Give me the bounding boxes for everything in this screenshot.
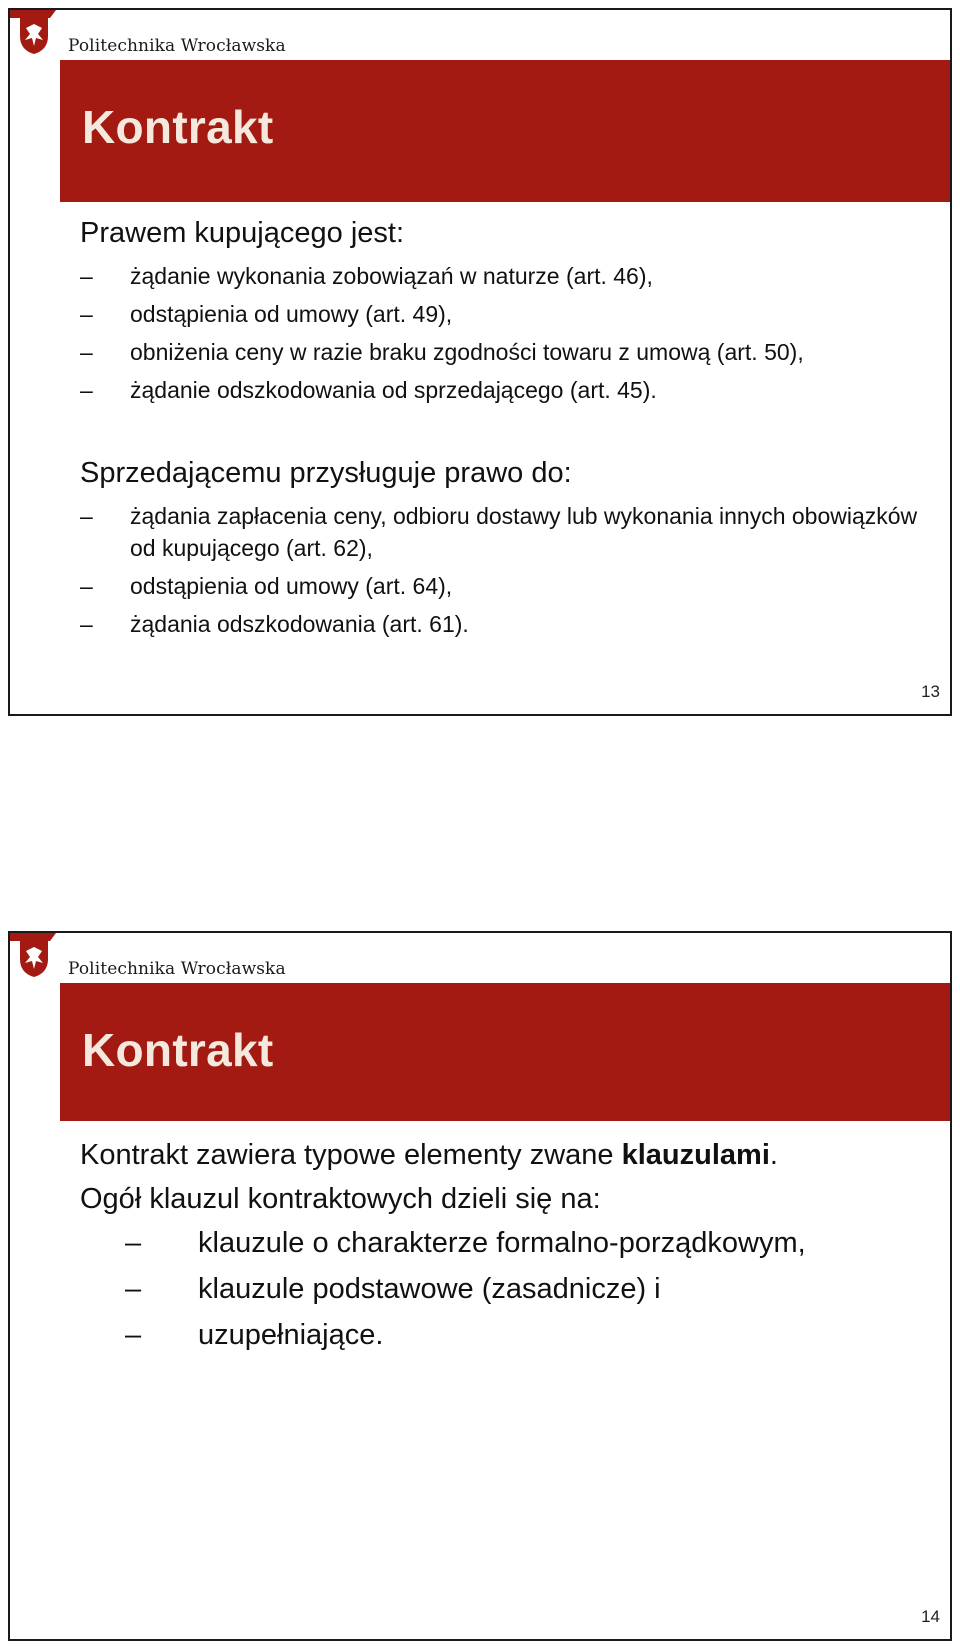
list-item — [80, 608, 932, 640]
slide-header — [10, 10, 950, 60]
list-item-text: odstąpienia od umowy (art. 49), — [130, 301, 453, 327]
dash-marker: – — [125, 1319, 142, 1351]
list-item — [80, 260, 932, 292]
dash-marker: – — [125, 1273, 142, 1305]
dash-marker: – — [80, 503, 93, 529]
section-heading-buyer: Prawem kupującego jest: — [80, 217, 404, 249]
left-strip — [10, 981, 60, 1639]
list-item — [80, 374, 932, 406]
clauses-list — [125, 1221, 932, 1357]
slide-14 — [8, 931, 952, 1641]
clauses-intro — [80, 1133, 932, 1177]
clauses-division: Ogół klauzul kontraktowych dzieli się na: — [80, 1183, 601, 1215]
clauses-term: klauzulami — [621, 1139, 770, 1171]
list-item — [125, 1313, 932, 1357]
title-band — [60, 983, 950, 1121]
dash-marker: – — [125, 1227, 142, 1259]
page-number: 14 — [921, 1607, 940, 1626]
list-item-text: obniżenia ceny w razie braku zgodności towaru z umową (art. 50), — [130, 339, 804, 365]
clauses-intro-end: . — [769, 1139, 778, 1171]
list-item — [80, 336, 932, 368]
list-item-text: żądania odszkodowania (art. 61). — [130, 611, 469, 637]
slide-title: Kontrakt — [82, 101, 274, 153]
dash-marker: – — [80, 611, 93, 637]
list-item-text: żądanie odszkodowania od sprzedającego (art. 45). — [130, 377, 657, 403]
dash-marker: – — [80, 339, 93, 365]
list-item — [80, 570, 932, 602]
clauses-intro-text: Kontrakt zawiera typowe elementy zwane — [80, 1139, 622, 1171]
university-name: Politechnika Wrocławska — [68, 36, 286, 56]
list-item-text: klauzule o charakterze formalno-porządkowym, — [198, 1227, 806, 1259]
left-strip — [10, 58, 60, 714]
university-name: Politechnika Wrocławska — [68, 959, 286, 979]
buyer-rights-list — [80, 260, 932, 406]
list-item-text: żądania zapłacenia ceny, odbioru dostawy lub wykonania innych obowiązków od kupującego (art. 62), — [130, 503, 918, 561]
list-item-text: żądanie wykonania zobowiązań w naturze (art. 46), — [130, 263, 653, 289]
title-band — [60, 60, 950, 202]
dash-marker: – — [80, 377, 93, 403]
list-item-text: klauzule podstawowe (zasadnicze) i — [198, 1273, 661, 1305]
list-item-text: odstąpienia od umowy (art. 64), — [130, 573, 453, 599]
list-item — [125, 1267, 932, 1311]
slide-header — [10, 933, 950, 983]
eagle-shield-icon — [10, 933, 58, 979]
list-item-text: uzupełniające. — [198, 1319, 384, 1351]
dash-marker: – — [80, 301, 93, 327]
slide-13 — [8, 8, 952, 716]
slide-title: Kontrakt — [82, 1024, 274, 1076]
slide-content — [80, 216, 932, 646]
seller-rights-list — [80, 500, 932, 640]
slide-content — [80, 1133, 932, 1359]
list-item — [80, 298, 932, 330]
eagle-shield-icon — [10, 10, 58, 56]
list-item — [125, 1221, 932, 1265]
list-item — [80, 500, 932, 564]
page-number: 13 — [921, 682, 940, 701]
section-heading-seller: Sprzedającemu przysługuje prawo do: — [80, 457, 572, 489]
dash-marker: – — [80, 573, 93, 599]
dash-marker: – — [80, 263, 93, 289]
